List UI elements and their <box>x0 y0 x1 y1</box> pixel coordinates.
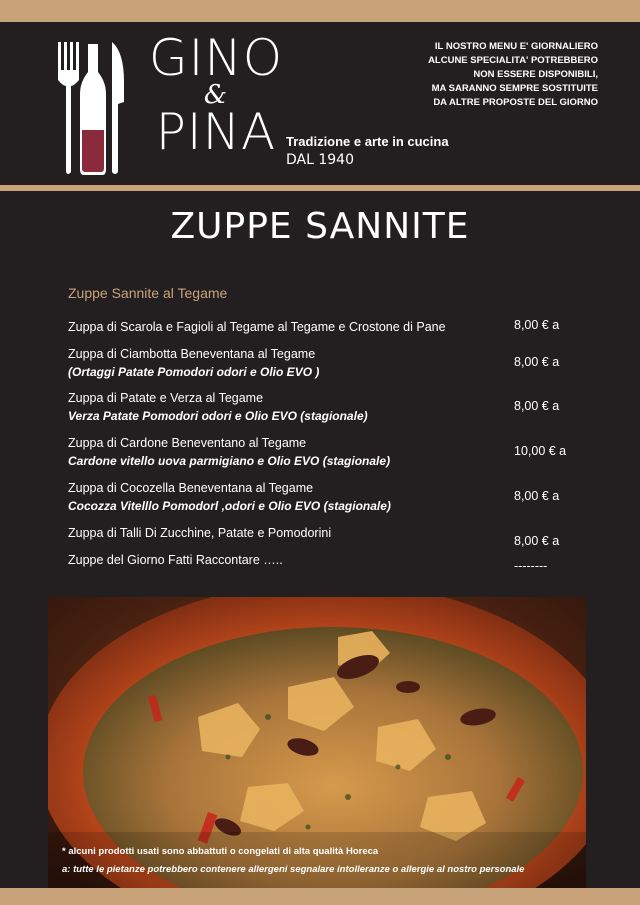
header <box>0 22 640 185</box>
item-name: Zuppe del Giorno Fatti Raccontare ….. <box>68 553 283 567</box>
menu-item <box>68 389 578 434</box>
item-name: Zuppa di Scarola e Fagioli al Tegame al Tegame e Crostone di Pane <box>68 320 446 334</box>
item-name: Zuppa di Cocozella Beneventana al Tegame <box>68 481 314 495</box>
daily-menu-notice <box>378 40 598 110</box>
notice-line: ALCUNE SPECIALITA' POTREBBERO <box>428 55 598 66</box>
notice-line: DA ALTRE PROPOSTE DEL GIORNO <box>433 97 598 108</box>
tagline: Tradizione e arte in cucina <box>286 134 449 149</box>
notice-line: MA SARANNO SEMPRE SOSTITUITE <box>431 83 598 94</box>
header-divider <box>0 185 640 191</box>
soup-illustration <box>48 597 586 888</box>
section-title: ZUPPE SANNITE <box>170 206 470 247</box>
item-price: 8,00 € a <box>514 489 560 503</box>
brand-line-1: GINO <box>148 29 284 87</box>
item-price: 8,00 € a <box>514 355 560 369</box>
menu-item <box>68 479 578 524</box>
section-subtitle: Zuppe Sannite al Tegame <box>68 285 228 301</box>
brand-line-2: & <box>203 80 229 110</box>
since-year: DAL 1940 <box>286 152 354 168</box>
notice-line: NON ESSERE DISPONIBILI, <box>473 69 598 80</box>
brand-line-3: PINA <box>155 103 277 161</box>
menu-item <box>68 551 578 578</box>
item-name: Zuppa di Talli Di Zucchine, Patate e Pomodorini <box>68 526 332 540</box>
item-description: Cocozza Vitelllo Pomodorl ,odori e Olio EVO (stagionale) <box>68 499 391 513</box>
top-band <box>0 0 640 22</box>
item-description: (Ortaggi Patate Pomodori odori e Olio EVO ) <box>68 365 320 379</box>
footnote-frozen-products: * alcuni prodotti usati sono abbattuti o congelati di alta qualità Horeca <box>62 846 379 857</box>
item-price: 8,00 € a <box>514 534 560 548</box>
item-price: 10,00 € a <box>514 444 567 458</box>
menu-item <box>68 524 578 551</box>
item-price: -------- <box>514 559 548 573</box>
menu-item <box>68 434 578 479</box>
item-name: Zuppa di Patate e Verza al Tegame <box>68 391 264 405</box>
footnote-allergens: a: tutte le pietanze potrebbero contenere allergeni segnalare intolleranze o allergie al nostro personale <box>62 864 525 875</box>
item-description: Verza Patate Pomodori odori e Olio EVO (stagionale) <box>68 409 368 423</box>
bottom-band <box>0 888 640 905</box>
fork-bottle-knife-icon <box>58 42 128 177</box>
soup-photo <box>48 597 586 888</box>
menu-items <box>68 318 578 578</box>
notice-line: IL NOSTRO MENU E' GIORNALIERO <box>434 41 598 52</box>
brand-logo-text <box>146 29 286 161</box>
item-price: 8,00 € a <box>514 318 560 332</box>
item-description: Cardone vitello uova parmigiano e Olio EVO (stagionale) <box>68 454 391 468</box>
menu-item <box>68 318 578 345</box>
item-price: 8,00 € a <box>514 399 560 413</box>
item-name: Zuppa di Ciambotta Beneventana al Tegame <box>68 347 316 361</box>
menu-item <box>68 345 578 389</box>
item-name: Zuppa di Cardone Beneventano al Tegame <box>68 436 307 450</box>
